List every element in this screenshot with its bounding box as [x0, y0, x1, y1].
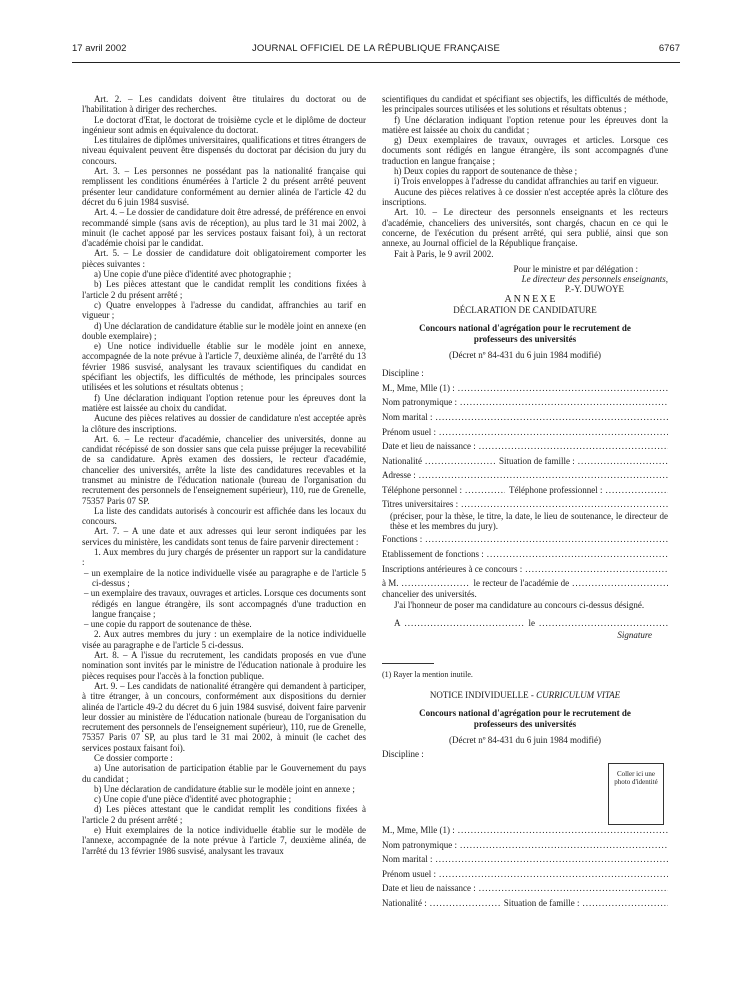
telephone-field[interactable]: Téléphone personnel : ..... Téléphone professionnel : ..... [382, 485, 668, 495]
notice-top-area [382, 749, 668, 825]
list-item: b) Les pièces attestant que le candidat remplit les conditions fixées à l'article 2 du présent arrêté ; [82, 279, 366, 300]
paragraph: scientifiques du candidat et spécifiant ses objectifs, les difficultés de méthode, les principales sources utilisées et les solutions et résultats obtenus ; [382, 94, 668, 115]
dash-item: – une copie du rapport de soutenance de thèse. [82, 619, 366, 629]
paragraph: 2. Aux autres membres du jury : un exemplaire de la notice individuelle visée au paragraphe e de l'article 5 ci-dessus. [82, 629, 366, 650]
list-item: f) Une déclaration indiquant l'option retenue pour les épreuves dont la matière est laissée au choix du candidat. [82, 392, 366, 413]
paragraph: Aucune des pièces relatives à ce dossier n'est acceptée après la clôture des inscriptions. [382, 186, 668, 207]
etablissement-field[interactable]: Etablissement de fonctions : ..... [382, 549, 668, 559]
prenom-field[interactable]: Prénom usuel : ..... [382, 427, 668, 437]
discipline-field[interactable]: Discipline : [382, 368, 424, 379]
adresse-field[interactable]: Adresse : ..... [382, 470, 668, 480]
list-item: e) Huit exemplaires de la notice individuelle établie sur le modèle de l'annexe, accompagnée de la note prévue à l'article 7, deuxième alinéa, de l'arrêté du 13 février 1986 susvisé, analysant les travaux [82, 825, 366, 856]
paragraph: Les titulaires de diplômes universitaires, qualifications et titres étrangers de niveau équivalent peuvent être dispensés du doctorat par décision du jury du concours. [82, 135, 366, 166]
paragraph: 1. Aux membres du jury chargés de présenter un rapport sur la candidature : [82, 547, 366, 568]
nom-marital-field-2[interactable]: Nom marital : ..... [382, 854, 668, 864]
paragraph: La liste des candidats autorisés à concourir est affichée dans les locaux du concours. [82, 505, 366, 527]
right-column [382, 94, 668, 913]
nom-marital-field[interactable]: Nom marital : ..... [382, 412, 668, 422]
list-item: a) Une copie d'une pièce d'identité avec photographie ; [94, 269, 292, 280]
left-column [82, 94, 366, 856]
nationalite-field[interactable]: Nationalité ..... Situation de famille : ..... [382, 456, 668, 466]
declaration-title: DÉCLARATION DE CANDIDATURE [453, 304, 597, 315]
list-item: f) Une déclaration indiquant l'option retenue pour les épreuves dont la matière est laissée au choix du candidat ; [382, 114, 668, 135]
list-item: a) Une autorisation de participation établie par le Gouvernement du pays du candidat ; [82, 763, 366, 784]
naissance-field[interactable]: Date et lieu de naissance : ..... [382, 441, 668, 451]
decret-reference-2: (Décret nº 84-431 du 6 juin 1984 modifié) [448, 734, 601, 745]
page-header [72, 43, 680, 57]
paragraph: Art. 8. – A l'issue du recrutement, les candidats proposés en vue d'une nomination sont invités par le ministre de l'éducation nationale à produire les pièces requises pour l'accès à la fonction publique. [82, 650, 366, 681]
nationalite-field-2[interactable]: Nationalité : ..... Situation de famille : ..... [382, 898, 668, 908]
titres-note: (préciser, pour la thèse, le titre, la date, le lieu de soutenance, le directeur de thèse et les membres du jury). [390, 510, 668, 532]
inscriptions-field[interactable]: Inscriptions antérieures à ce concours : ..... [382, 564, 668, 574]
naissance-field-2[interactable]: Date et lieu de naissance : ..... [382, 883, 668, 893]
honneur-statement: J'ai l'honneur de poser ma candidature au concours ci-dessus désigné. [394, 599, 645, 610]
signature-delegation: Pour le ministre et par délégation : [513, 263, 638, 274]
signature-name: P.-Y. DUWOYE [564, 284, 624, 295]
decret-reference: (Décret nº 84-431 du 6 juin 1984 modifié) [448, 349, 601, 360]
footnote-rule [382, 663, 434, 664]
paragraph: Art. 4. – Le dossier de candidature doit être adressé, de préférence en envoi recommandé simple (sans avis de réception), au plus tard le 31 mai 2002, à minuit (le cachet apposé par les services postaux faisant foi), à un rectorat d'académie choisi par le candidat. [82, 207, 366, 249]
chancelier-line: chancelier des universités. [382, 589, 477, 600]
list-item: g) Deux exemplaires de travaux, ouvrages et articles. Lorsque ces documents sont rédigés en langue étrangère, ils sont accompagnés d'une traduction en langue française ; [382, 135, 668, 166]
paragraph: Aucune des pièces relatives au dossier de candidature n'est acceptée après la clôture des inscriptions. [82, 413, 366, 434]
dash-item: – un exemplaire de la notice individuelle visée au paragraphe e de l'article 5 ci-dessus ; [82, 568, 366, 589]
concours-title-2: Concours national d'agrégation pour le recrutement de professeurs des universités [419, 708, 631, 729]
signature-label: Signature [617, 630, 652, 641]
paragraph: Art. 7. – A une date et aux adresses qui leur seront indiquées par les services du ministère, les candidats sont tenus de faire parvenir directement : [82, 526, 366, 547]
done-at: Fait à Paris, le 9 avril 2002. [394, 249, 494, 260]
dash-item: – un exemplaire des travaux, ouvrages et articles. Lorsque ces documents sont rédigés en langue étrangère, ils sont accompagnés d'une traduction en langue française ; [82, 588, 366, 619]
list-item: i) Trois enveloppes à l'adresse du candidat affranchies au tarif en vigueur. [394, 176, 659, 187]
nom-patronymique-field[interactable]: Nom patronymique : ..... [382, 397, 668, 407]
discipline-field-2[interactable]: Discipline : [382, 749, 424, 760]
paragraph: Ce dossier comporte : [94, 753, 173, 763]
header-rule [72, 62, 680, 63]
paragraph: Art. 5. – Le dossier de candidature doit obligatoirement comporter les pièces suivantes : [82, 248, 366, 269]
list-item: b) Une déclaration de candidature établie sur le modèle joint en annexe ; [94, 783, 355, 794]
paragraph: Art. 2. – Les candidats doivent être titulaires du doctorat ou de l'habilitation à diriger des recherches. [82, 94, 366, 115]
footnote: (1) Rayer la mention inutile. [382, 669, 473, 679]
signature-title: Le directeur des personnels enseignants, [521, 274, 668, 285]
list-item: d) Les pièces attestant que le candidat remplit les conditions fixées à l'article 2 du présent arrêté ; [82, 804, 366, 825]
header-page-number: 6767 [658, 43, 680, 54]
paragraph: Art. 10. – Le directeur des personnels enseignants et les recteurs d'académie, chanceliers des universités, sont chargés, chacun en ce qui le concerne, de l'exécution du présent arrêté, qui sera publié, ainsi que son annexe, au Journal officiel de la République française. [382, 207, 668, 249]
list-item: h) Deux copies du rapport de soutenance de thèse ; [394, 166, 578, 177]
list-item: d) Une déclaration de candidature établie sur le modèle joint en annexe (en double exemplaire) ; [82, 320, 366, 341]
paragraph: Art. 9. – Les candidats de nationalité étrangère qui demandent à participer, à titre étranger, à un concours, conformément aux dispositions du dernier alinéa de l'article 49-2 du décret du 6 juin 1984 susvisé, doivent faire parvenir leur dossier au ministère de l'éducation nationale (bureau de l'organisation du recrutement des personnels de l'enseignement supérieur), 110, rue de Grenelle, 75357 Paris 07 SP, au plus tard le 31 mai 2002, à minuit (le cachet des services postaux faisant foi). [82, 680, 366, 753]
civilite-field[interactable]: M., Mme, Mlle (1) : ..... [382, 383, 668, 393]
header-journal-title: JOURNAL OFFICIEL DE LA RÉPUBLIQUE FRANÇAISE [251, 43, 501, 54]
titres-field[interactable]: Titres universitaires : ..... [382, 499, 668, 509]
annex-heading: ANNEXE [504, 293, 558, 305]
recteur-field[interactable]: à M. ..... le recteur de l'académie de ..... [382, 578, 668, 588]
notice-title: NOTICE INDIVIDUELLE - CURRICULUM VITAE [429, 689, 621, 700]
concours-title: Concours national d'agrégation pour le recrutement de professeurs des universités [419, 323, 631, 344]
place-date-field[interactable]: A ..... le ..... [382, 618, 668, 628]
civilite-field-2[interactable]: M., Mme, Mlle (1) : ..... [382, 825, 668, 835]
fonctions-field[interactable]: Fonctions : ..... [382, 534, 668, 544]
paragraph: Art. 6. – Le recteur d'académie, chancelier des universités, donne au candidat récépissé de son dossier sans que cela puisse préjuger la recevabilité de sa candidature. Après examen des dossiers, le recteur d'académie, chancelier des universités, arrête la liste des candidatures recevables et la transmet au ministre de l'éducation nationale (bureau de l'organisation du recrutement des personnels de l'enseignement supérieur), 110, rue de Grenelle, 75357 Paris 07 SP. [82, 433, 366, 506]
nom-patronymique-field-2[interactable]: Nom patronymique : ..... [382, 840, 668, 850]
prenom-field-2[interactable]: Prénom usuel : ..... [382, 869, 668, 879]
photo-box: Coller ici une photo d'identité [608, 763, 664, 825]
paragraph: Art. 3. – Les personnes ne possédant pas la nationalité française qui remplissent les conditions énumérées à l'article 2 du présent arrêté peuvent présenter leur candidature conformément au dernier alinéa de l'article 42 du décret du 6 juin 1984 susvisé. [82, 166, 366, 207]
paragraph: Le doctorat d'Etat, le doctorat de troisième cycle et le diplôme de docteur ingénieur sont admis en équivalence du doctorat. [82, 114, 366, 135]
list-item: c) Quatre enveloppes à l'adresse du candidat, affranchies au tarif en vigueur ; [82, 299, 366, 321]
list-item: c) Une copie d'une pièce d'identité avec photographie ; [94, 794, 292, 805]
list-item: e) Une notice individuelle établie sur le modèle joint en annexe, accompagnée de la note prévue à l'article 7, deuxième alinéa, de l'arrêté du 13 février 1986 susvisé, analysant les travaux scientifiques du candidat en spécifiant les objectifs, les difficultés de méthode, les principales sources utilisées et les solutions et résultats obtenus ; [82, 341, 366, 393]
header-date: 17 avril 2002 [72, 43, 127, 54]
